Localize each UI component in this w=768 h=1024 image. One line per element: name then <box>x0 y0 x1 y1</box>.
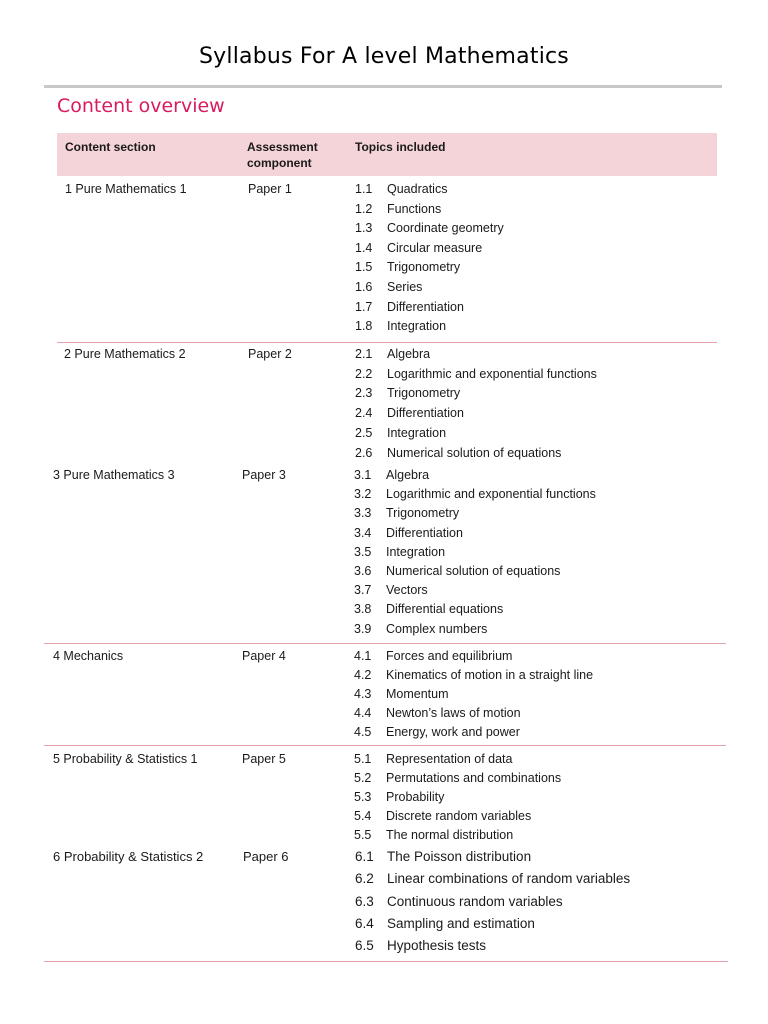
topic-number: 1.6 <box>355 280 373 294</box>
topic-number: 3.9 <box>354 621 372 636</box>
topic-number: 3.1 <box>354 468 372 482</box>
topic-number: 3.4 <box>354 525 372 540</box>
topic-number: 6.3 <box>355 893 374 909</box>
topic-number: 4.2 <box>354 668 372 682</box>
header-assessment-line2: component <box>247 156 312 170</box>
topic-title: Differentiation <box>387 299 464 314</box>
topic-title: Complex numbers <box>386 621 488 636</box>
topic-title: Algebra <box>386 468 430 482</box>
topic-number: 2.4 <box>355 406 373 421</box>
topic-title: Hypothesis tests <box>387 938 487 954</box>
topic-number: 3.3 <box>354 506 372 521</box>
topic-title: Probability <box>386 790 445 804</box>
topic-title: Functions <box>387 201 442 216</box>
topic-title: Numerical solution of equations <box>386 564 561 578</box>
topic-number: 2.6 <box>355 445 373 460</box>
section-divider <box>44 745 726 746</box>
topic-number: 6.5 <box>355 938 374 954</box>
topic-number: 2.5 <box>355 425 373 440</box>
section-label: 3 Pure Mathematics 3 <box>53 468 175 482</box>
paper-label: Paper 3 <box>242 468 286 482</box>
topic-title: Series <box>387 280 423 294</box>
topic-title: Permutations and combinations <box>386 771 562 785</box>
topic-title: Trigonometry <box>387 260 461 275</box>
topic-title: Integration <box>387 425 447 440</box>
topic-number: 2.2 <box>355 366 373 381</box>
topic-title: Logarithmic and exponential functions <box>387 366 597 381</box>
topic-title: Algebra <box>387 347 431 361</box>
topic-number: 6.4 <box>355 915 374 931</box>
topic-number: 5.2 <box>354 771 372 785</box>
topic-number: 5.5 <box>354 828 372 842</box>
topic-title: Circular measure <box>387 240 483 255</box>
topic-number: 1.2 <box>355 201 373 216</box>
section-label: 4 Mechanics <box>53 649 124 663</box>
header-assessment-line1: Assessment <box>247 140 318 154</box>
topic-number: 4.1 <box>354 649 372 663</box>
section-label: 2 Pure Mathematics 2 <box>64 347 186 361</box>
topic-number: 1.4 <box>355 240 373 255</box>
topic-title: Differentiation <box>387 406 464 421</box>
title-divider <box>44 85 722 88</box>
topic-number: 3.2 <box>354 487 372 502</box>
topic-number: 2.1 <box>355 347 373 361</box>
topic-title: Representation of data <box>386 752 513 766</box>
topic-title: Numerical solution of equations <box>387 445 562 460</box>
topic-title: Linear combinations of random variables <box>387 871 631 887</box>
topic-title: Differentiation <box>386 525 463 540</box>
topic-title: Quadratics <box>387 182 448 196</box>
topic-title: Kinematics of motion in a straight line <box>386 668 594 682</box>
topic-number: 4.3 <box>354 687 372 701</box>
topic-number: 5.1 <box>354 752 372 766</box>
header-assessment-component <box>247 139 318 171</box>
content-overview-heading: Content overview <box>57 95 225 117</box>
topic-title: Vectors <box>386 583 428 598</box>
topic-title: Newton’s laws of motion <box>386 706 521 720</box>
paper-label: Paper 5 <box>242 752 286 766</box>
topic-number: 1.3 <box>355 221 373 236</box>
topic-title: Integration <box>387 319 447 334</box>
topic-number: 6.2 <box>355 871 374 887</box>
topic-number: 3.7 <box>354 583 372 598</box>
topic-number: 1.7 <box>355 299 373 314</box>
table-header-row <box>57 133 717 176</box>
topic-title: Continuous random variables <box>387 893 563 909</box>
paper-label: Paper 4 <box>242 649 286 663</box>
topic-title: Differential equations <box>386 602 504 617</box>
topic-title: Forces and equilibrium <box>386 649 513 663</box>
topic-number: 1.1 <box>355 182 373 196</box>
paper-label: Paper 6 <box>243 849 289 864</box>
topic-title: Coordinate geometry <box>387 221 504 236</box>
topic-title: Energy, work and power <box>386 725 520 739</box>
topic-number: 3.5 <box>354 544 372 559</box>
topic-title: Sampling and estimation <box>387 915 535 931</box>
table-bottom-divider <box>44 961 728 962</box>
topic-title: Trigonometry <box>387 386 461 401</box>
topic-title: The Poisson distribution <box>387 849 532 864</box>
document-title: Syllabus For A level Mathematics <box>199 44 569 69</box>
topic-number: 1.5 <box>355 260 373 275</box>
topic-number: 6.1 <box>355 849 374 864</box>
topic-title: Logarithmic and exponential functions <box>386 487 596 502</box>
topic-title: Discrete random variables <box>386 809 532 823</box>
section-label: 6 Probability & Statistics 2 <box>53 849 204 864</box>
section-divider <box>57 342 717 343</box>
header-content-section: Content section <box>65 140 156 154</box>
topic-title: Integration <box>386 544 446 559</box>
topic-number: 3.6 <box>354 564 372 578</box>
header-topics-included: Topics included <box>355 140 446 154</box>
topic-title: The normal distribution <box>386 828 514 842</box>
topic-number: 5.3 <box>354 790 372 804</box>
topic-number: 1.8 <box>355 319 373 334</box>
section-label: 5 Probability & Statistics 1 <box>53 752 198 766</box>
topic-number: 4.4 <box>354 706 372 720</box>
topic-number: 2.3 <box>355 386 373 401</box>
paper-label: Paper 2 <box>248 347 292 361</box>
paper-label: Paper 1 <box>248 182 292 196</box>
topic-title: Trigonometry <box>386 506 460 521</box>
topic-number: 4.5 <box>354 725 372 739</box>
topic-title: Momentum <box>386 687 449 701</box>
topic-number: 3.8 <box>354 602 372 617</box>
section-label: 1 Pure Mathematics 1 <box>65 182 187 196</box>
section-divider <box>44 643 726 644</box>
topic-number: 5.4 <box>354 809 372 823</box>
